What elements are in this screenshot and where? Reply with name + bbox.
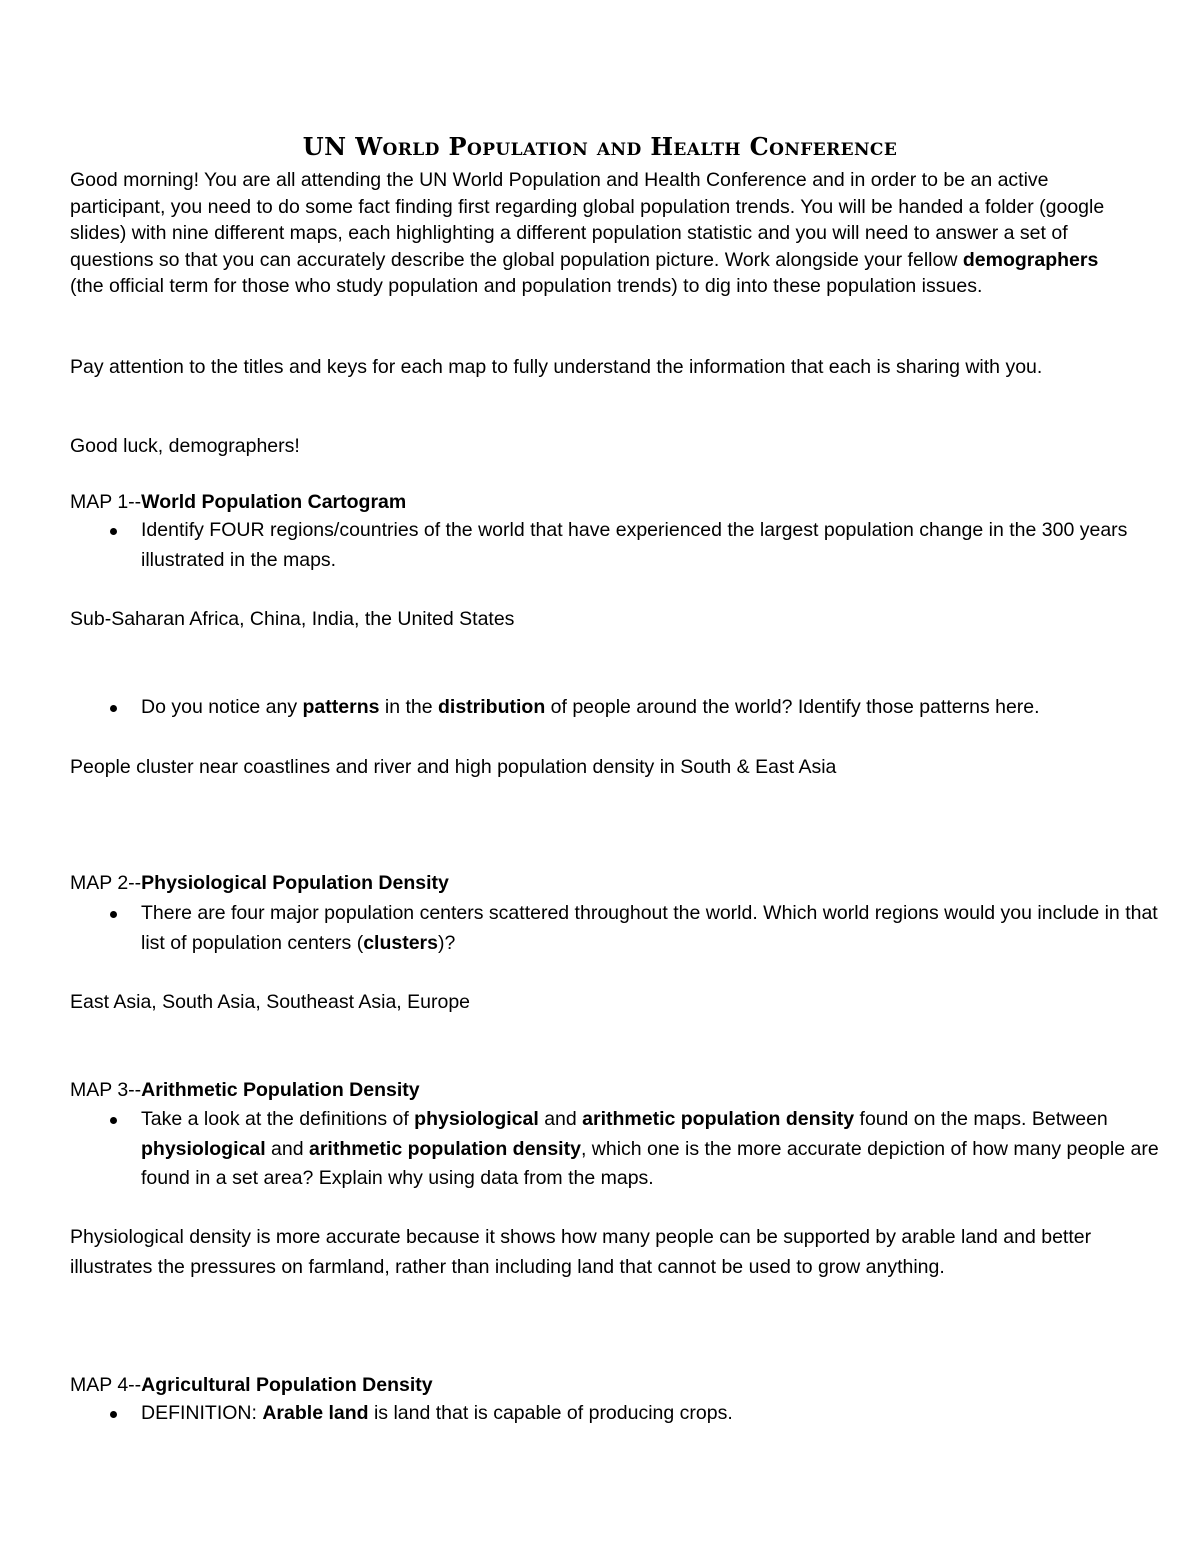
map3-answer-1: Physiological density is more accurate because it shows how many people can be supported by arable land and better illustrates the pressures on farmland, rather than including land that cannot be used to grow anything. [70,1226,1092,1278]
map2-heading: MAP 2--Physiological Population Density [70,872,449,894]
instructions-paragraph: Pay attention to the titles and keys for each map to fully understand the information that each is sharing with you. [70,356,1043,378]
page-title: UN World Population and Health Conference [302,132,898,161]
map2-question-1: There are four major population centers scattered throughout the world. Which world regions would you include in that list of population centers (clusters)? [108,899,1166,958]
map2-answer-1: East Asia, South Asia, Southeast Asia, Europe [70,991,471,1013]
intro-paragraph: Good morning! You are all attending the UN World Population and Health Conference and in order to be an active participant, you need to do some fact finding first regarding global population trends. You will be handed a folder (google slides) with nine different maps, each highlighting a different population statistic and you will need to answer a set of questions so that you can accurately describe the global population picture. Work alongside your fellow demographers (the official term for those who study population and population trends) to dig into these population issues. [70,169,1105,297]
map1-heading: MAP 1--World Population Cartogram [70,491,407,513]
bullet-icon [110,1117,117,1124]
bullet-icon [110,705,117,712]
bullet-icon [110,911,117,918]
map1-answer-1: Sub-Saharan Africa, China, India, the United States [70,608,515,630]
map4-heading: MAP 4--Agricultural Population Density [70,1374,433,1396]
map1-question-1: Identify FOUR regions/countries of the world that have experienced the largest population change in the 300 years illustrated in the maps. [108,516,1166,575]
map3-question-1: Take a look at the definitions of physiological and arithmetic population density found on the maps. Between physiological and arithmetic population density, which one is the more accurate depiction of how many people are found in a set area? Explain why using data from the maps. [108,1105,1166,1194]
good-luck-line: Good luck, demographers! [70,435,300,457]
map1-answer-2: People cluster near coastlines and river and high population density in South & East Asia [70,756,837,778]
map4-definition: DEFINITION: Arable land is land that is capable of producing crops. [108,1399,1166,1429]
bullet-icon [110,1411,117,1418]
map3-heading: MAP 3--Arithmetic Population Density [70,1079,420,1101]
term-demographers: demographers [962,248,1099,271]
bullet-icon [110,528,117,535]
map1-question-2: Do you notice any patterns in the distribution of people around the world? Identify those patterns here. [108,693,1166,723]
